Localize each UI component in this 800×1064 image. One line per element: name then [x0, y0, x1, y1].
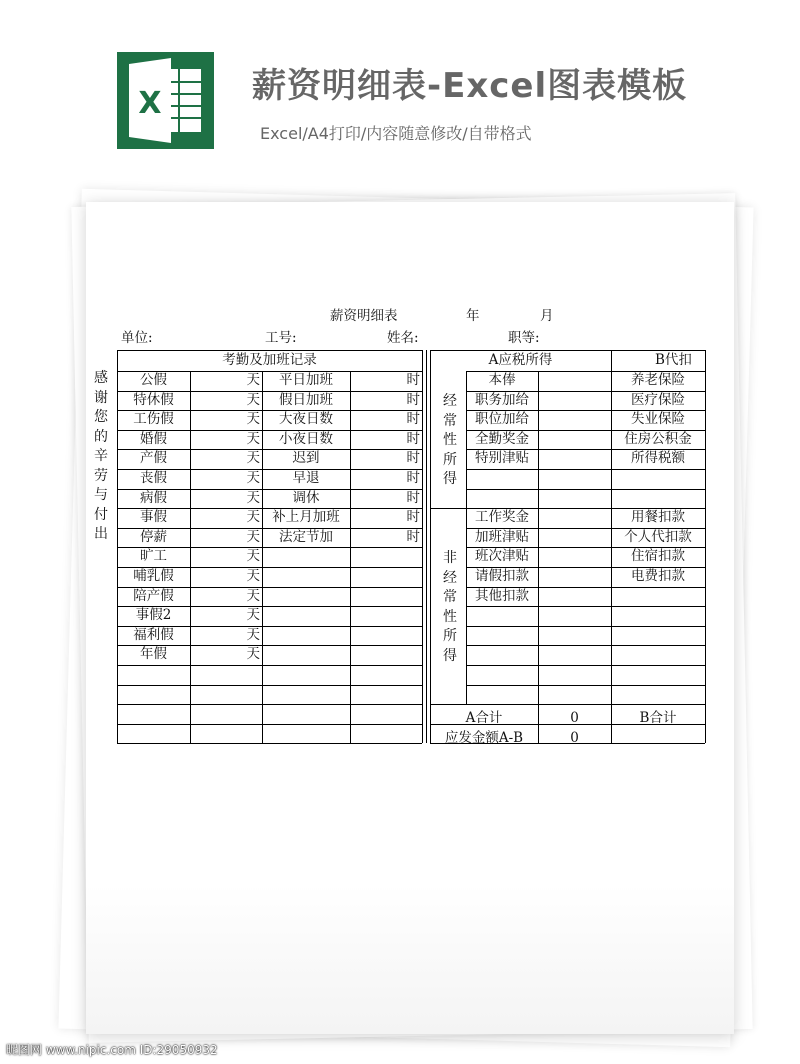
grid-line [430, 704, 705, 705]
deduction-item: 电费扣款 [631, 568, 685, 584]
overtime-type-label: 补上月加班 [272, 509, 340, 526]
vertical-char: 性 [443, 432, 457, 449]
deduction-item: 养老保险 [631, 372, 685, 388]
grid-line [117, 685, 422, 686]
leave-type-label: 婚假 [140, 430, 167, 447]
employee-id-label: 工号: [265, 330, 297, 346]
grid-line [117, 704, 422, 705]
vertical-char: 非 [443, 550, 457, 566]
excel-logo-icon [117, 52, 214, 149]
day-unit-label: 天 [246, 646, 260, 663]
deduction-item: 医疗保险 [631, 391, 685, 408]
a-total-label: A合计 [465, 710, 503, 726]
leave-type-label: 陪产假 [133, 587, 174, 604]
hour-unit-label: 时 [406, 528, 420, 545]
leave-type-label: 事假 [140, 509, 167, 526]
regular-income-item: 职位加给 [475, 411, 529, 428]
hour-unit-label: 时 [406, 372, 420, 388]
vertical-char: 辛 [94, 448, 108, 464]
grid-line [466, 685, 705, 686]
vertical-char: 劳 [94, 467, 108, 484]
a-total-value: 0 [570, 710, 579, 726]
day-unit-label: 天 [246, 528, 260, 545]
vertical-char: 常 [443, 589, 457, 606]
overtime-type-label: 小夜日数 [279, 430, 333, 447]
regular-income-item: 职务加给 [475, 391, 529, 408]
vertical-char: 性 [443, 608, 457, 625]
regular-income-item: 全勤奖金 [475, 430, 529, 447]
day-unit-label: 天 [246, 626, 260, 643]
leave-type-label: 年假 [140, 646, 167, 663]
grid-line [538, 371, 539, 743]
leave-type-label: 工伤假 [133, 411, 174, 428]
sheet-title: 薪资明细表 [330, 308, 398, 324]
day-unit-label: 天 [246, 430, 260, 447]
year-label: 年 [466, 308, 480, 324]
deductions-header: B代扣 [655, 352, 692, 368]
regular-income-label [440, 392, 460, 490]
deduction-item: 住房公积金 [624, 430, 692, 447]
overtime-type-label: 法定节加 [279, 528, 333, 545]
overtime-type-label: 假日加班 [279, 391, 333, 408]
deduction-item: 住宿扣款 [631, 548, 685, 565]
unit-label: 单位: [121, 330, 153, 346]
vertical-char: 所 [443, 628, 457, 645]
grid-line [466, 665, 705, 666]
day-unit-label: 天 [246, 509, 260, 526]
vertical-char: 出 [94, 526, 108, 542]
vertical-char: 的 [94, 428, 108, 445]
vertical-char: 与 [94, 487, 108, 503]
overtime-type-label: 早退 [292, 470, 320, 486]
vertical-char: 付 [94, 506, 108, 523]
grid-line [117, 665, 422, 666]
vertical-char: 您 [94, 409, 108, 425]
b-total-label: B合计 [639, 710, 677, 726]
grid-line [466, 489, 705, 490]
hour-unit-label: 时 [406, 430, 420, 447]
hour-unit-label: 时 [406, 391, 420, 408]
leave-type-label: 特休假 [133, 391, 174, 408]
vertical-char: 得 [443, 647, 457, 664]
overtime-type-label: 迟到 [292, 450, 320, 467]
leave-type-label: 旷工 [140, 548, 167, 565]
vertical-char: 经 [443, 569, 457, 586]
page-title: 薪资明细表-Excel图表模板 [252, 66, 688, 106]
irregular-income-item: 加班津贴 [475, 528, 529, 545]
deduction-item: 用餐扣款 [631, 509, 685, 526]
day-unit-label: 天 [246, 587, 260, 604]
irregular-income-item: 请假扣款 [475, 568, 529, 584]
payable-amount-value: 0 [570, 730, 579, 746]
day-unit-label: 天 [246, 470, 260, 486]
watermark-text: 昵图网 www.nipic.com ID:29050932 [6, 1043, 218, 1057]
leave-type-label: 产假 [140, 450, 167, 467]
deduction-item: 失业保险 [631, 411, 685, 428]
grid-line [430, 350, 431, 743]
leave-type-label: 病假 [140, 489, 167, 506]
vertical-char: 常 [443, 412, 457, 429]
deduction-item: 个人代扣款 [624, 528, 692, 545]
taxable-income-header: A应税所得 [488, 352, 553, 368]
job-grade-label: 职等: [508, 330, 540, 346]
employee-name-label: 姓名: [387, 330, 419, 346]
hour-unit-label: 时 [406, 509, 420, 526]
regular-income-item: 本俸 [488, 372, 516, 388]
logo-letter: X [138, 86, 162, 121]
irregular-income-item: 班次津贴 [475, 548, 529, 565]
overtime-type-label: 大夜日数 [279, 411, 333, 428]
day-unit-label: 天 [246, 548, 260, 565]
overtime-type-label: 平日加班 [279, 372, 333, 388]
leave-type-label: 哺乳假 [133, 568, 174, 584]
attendance-header: 考勤及加班记录 [222, 352, 317, 368]
leave-type-label: 事假2 [135, 607, 172, 624]
vertical-char: 得 [443, 471, 457, 488]
hour-unit-label: 时 [406, 450, 420, 467]
day-unit-label: 天 [246, 450, 260, 467]
grid-line [466, 469, 705, 470]
month-label: 月 [540, 308, 554, 324]
hour-unit-label: 时 [406, 411, 420, 428]
day-unit-label: 天 [246, 568, 260, 584]
vertical-char: 经 [443, 393, 457, 409]
grid-line [466, 645, 705, 646]
page-subtitle: Excel/A4打印/内容随意修改/自带格式 [260, 124, 532, 143]
hour-unit-label: 时 [406, 470, 420, 486]
vertical-char: 感 [94, 370, 108, 386]
day-unit-label: 天 [246, 607, 260, 624]
vertical-char: 谢 [94, 389, 108, 406]
grid-line [422, 350, 423, 743]
day-unit-label: 天 [246, 489, 260, 506]
leave-type-label: 公假 [140, 372, 167, 388]
side-thanks-text [92, 369, 110, 545]
leave-type-label: 丧假 [140, 470, 167, 486]
overtime-type-label: 调休 [292, 489, 320, 506]
grid-line [426, 350, 427, 743]
grid-line [466, 606, 705, 607]
grid-line [117, 724, 422, 725]
day-unit-label: 天 [246, 372, 260, 388]
grid-line [117, 743, 422, 744]
irregular-income-label [440, 549, 460, 667]
regular-income-item: 特别津贴 [475, 450, 529, 467]
irregular-income-item: 工作奖金 [475, 509, 529, 526]
deduction-item: 所得税额 [631, 450, 685, 467]
irregular-income-item: 其他扣款 [475, 587, 529, 604]
leave-type-label: 福利假 [133, 626, 174, 643]
grid-line [705, 350, 706, 743]
day-unit-label: 天 [246, 391, 260, 408]
day-unit-label: 天 [246, 411, 260, 428]
payable-amount-label: 应发金额A-B [444, 730, 524, 746]
vertical-char: 所 [443, 451, 457, 468]
leave-type-label: 停薪 [140, 528, 167, 545]
grid-line [466, 626, 705, 627]
hour-unit-label: 时 [406, 489, 420, 506]
